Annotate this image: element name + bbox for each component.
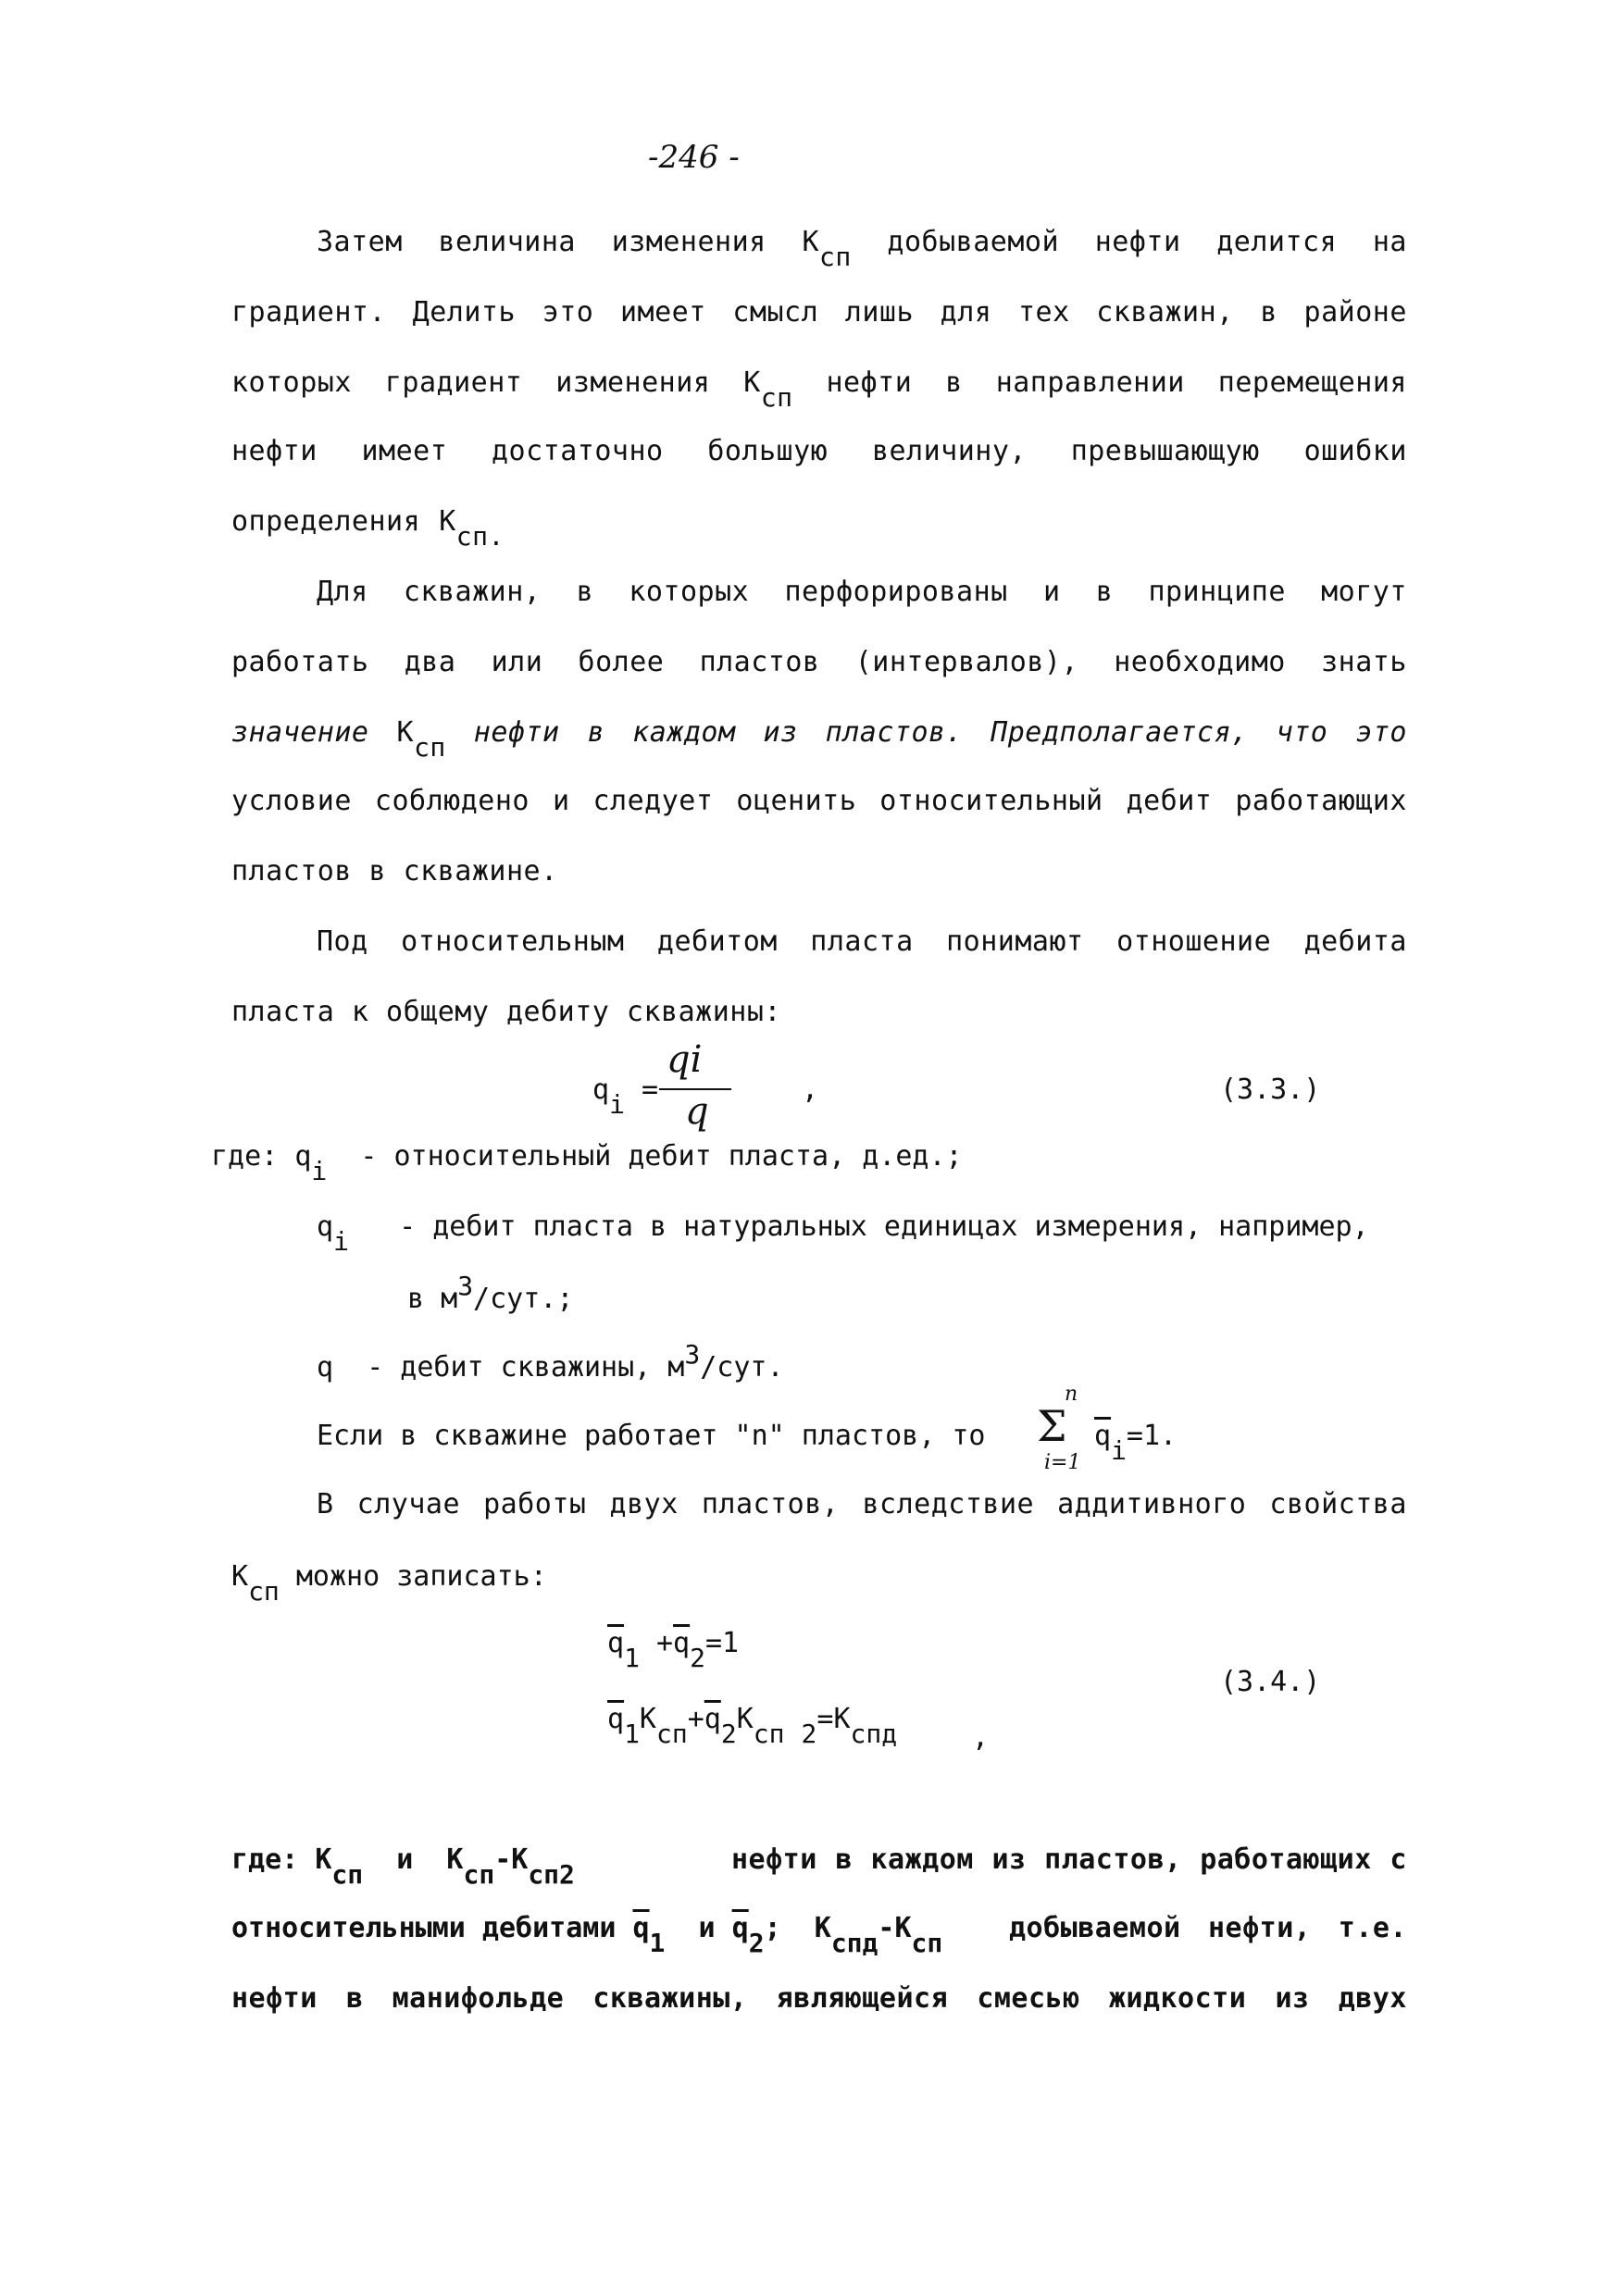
bottom-line-2-rest: [1009, 1910, 1407, 1947]
text-line: [231, 994, 1407, 1031]
word: пласта к общему дебиту скважины:: [231, 996, 781, 1028]
text-line: [231, 433, 1407, 470]
word: понимают: [946, 925, 1084, 958]
word: нефти: [826, 366, 913, 399]
text-line: [231, 644, 1407, 681]
word: которых: [231, 366, 352, 399]
word: относительный: [879, 785, 1103, 817]
eq33-numerator: qi: [667, 1038, 703, 1081]
word: являющейся: [776, 1982, 949, 2015]
word: дебитом: [656, 925, 778, 958]
word: следует: [592, 785, 714, 817]
word: районе: [1303, 296, 1407, 329]
word: принципе: [1148, 576, 1286, 608]
text-line: [231, 294, 1407, 331]
case-line-2: Ксп можно записать:: [231, 1560, 547, 1607]
word: превышающую: [1070, 435, 1260, 467]
word: смысл: [732, 296, 819, 329]
word: вследствие: [862, 1488, 1035, 1520]
word: Делить: [412, 296, 517, 329]
word: величину,: [871, 435, 1027, 467]
word: нефти: [1094, 226, 1181, 258]
word: дебита: [1303, 925, 1407, 958]
k-symbol: Ксп: [743, 366, 793, 413]
word: дебит: [1126, 785, 1213, 817]
word: Затем: [317, 226, 403, 258]
eq34-comma: ,: [972, 1721, 990, 1754]
word: каждом: [870, 1843, 974, 1876]
where-units-1: в м3/сут.;: [407, 1271, 574, 1315]
word: градиент: [384, 366, 523, 399]
word: из: [1275, 1982, 1310, 2015]
word: в: [1260, 296, 1277, 329]
page-number: -246 -: [648, 139, 740, 176]
k-symbol: Ксп: [802, 226, 852, 272]
word: манифольде: [392, 1982, 565, 2015]
word: нефти,: [1208, 1912, 1312, 1944]
word: скважин,: [1096, 296, 1234, 329]
eq33-lhs: qi =: [592, 1074, 659, 1120]
word: изменения: [611, 226, 766, 258]
text-line: [317, 574, 1407, 611]
word: добываемой: [887, 226, 1060, 258]
word: в: [345, 1982, 364, 2015]
text-line: [317, 924, 1407, 961]
word: изменения: [555, 366, 711, 399]
case-line-1: [317, 1486, 1407, 1523]
bottom-line-1: где: Ксп и Ксп-Ксп2: [231, 1843, 575, 1890]
word: ошибки: [1303, 435, 1407, 467]
word: это: [1355, 716, 1407, 749]
word: двух: [609, 1488, 679, 1520]
word: в: [945, 366, 963, 399]
word: или: [491, 646, 543, 678]
word: достаточно: [492, 435, 664, 467]
bottom-line-1-rest: [731, 1842, 1407, 1879]
word: Под: [317, 925, 368, 958]
word: пластов,: [701, 1488, 840, 1520]
word: в: [576, 576, 594, 608]
eq34-row1: $\overline{q}1 +\overline{q}2=1$: [607, 1627, 740, 1673]
word: пласта: [810, 925, 914, 958]
word: добываемой: [1009, 1912, 1181, 1944]
word: определения: [231, 505, 421, 538]
word: тех: [1017, 296, 1070, 329]
word: из: [991, 1843, 1027, 1876]
word: скважин,: [403, 576, 542, 608]
word: что: [1276, 716, 1328, 749]
word: соблюдено: [374, 785, 530, 817]
word: более: [578, 646, 665, 678]
sum-lower-limit: i=1: [1044, 1451, 1081, 1474]
eq33-denominator: q: [685, 1090, 709, 1133]
word: имеет: [361, 435, 448, 467]
word: работающих: [1235, 785, 1407, 817]
word: градиент.: [231, 296, 387, 329]
word: аддитивного: [1057, 1488, 1247, 1520]
word: значение: [231, 716, 369, 749]
word: каждом: [632, 716, 736, 749]
text-line: [231, 783, 1407, 820]
word: свойства: [1269, 1488, 1407, 1520]
word: пластов в скважине.: [231, 855, 558, 887]
sum-term: $\overline{q}i=1$.: [1094, 1420, 1178, 1466]
eq34-row2: $\overline{q}1Ксп+\overline{q}2Ксп$ 2=Кспд: [607, 1703, 898, 1749]
word: работы: [483, 1488, 587, 1520]
word: и: [552, 785, 570, 817]
word: нефти: [231, 435, 318, 467]
word: оценить: [736, 785, 857, 817]
word: имеет: [619, 296, 706, 329]
word: жидкости: [1108, 1982, 1247, 2015]
word: Предполагается,: [991, 716, 1249, 749]
word: лишь: [844, 296, 915, 329]
word: пластов.: [825, 716, 964, 749]
sum-sigma: Σ: [1037, 1401, 1067, 1451]
text-line: [231, 853, 1407, 890]
word: могут: [1321, 576, 1407, 608]
word: с: [1389, 1843, 1407, 1876]
k-symbol: Ксп.: [439, 505, 505, 552]
where-q-well: q - дебит скважины, м3/сут.: [317, 1339, 784, 1384]
where-q-natural: qi - дебит пласта в натуральных единицах измерения, например,: [317, 1210, 1369, 1257]
word: условие: [231, 785, 352, 817]
word: направлении: [995, 366, 1185, 399]
word: из: [763, 716, 798, 749]
bottom-line-2: относительными дебитами $\overline{q}1$ и $\overline{q}2$; Кспд-Ксп: [231, 1912, 943, 1958]
word: большую: [707, 435, 829, 467]
word: В: [317, 1488, 334, 1520]
word: два: [404, 646, 456, 678]
word: случае: [356, 1488, 461, 1520]
word: делится: [1216, 226, 1338, 258]
text-line: [231, 714, 1407, 763]
eq33-comma: ,: [802, 1074, 819, 1106]
word: нефти: [731, 1843, 817, 1876]
word: двух: [1338, 1982, 1407, 2015]
word: на: [1372, 226, 1407, 258]
word: т.е.: [1338, 1912, 1407, 1944]
word: для: [940, 296, 992, 329]
text-line: [231, 503, 1407, 552]
word: в: [835, 1843, 853, 1876]
word: это: [542, 296, 594, 329]
bottom-line-3: [231, 1980, 1407, 2017]
sum-upper-limit: n: [1065, 1383, 1078, 1406]
word: и: [1042, 576, 1061, 608]
text-line: [231, 365, 1407, 413]
word: перемещения: [1217, 366, 1407, 399]
word: перфорированы: [784, 576, 1008, 608]
word: отношение: [1116, 925, 1272, 958]
word: пластов: [699, 646, 820, 678]
word: нефти: [473, 716, 560, 749]
word: работающих: [1200, 1843, 1372, 1876]
word: величина: [438, 226, 576, 258]
word: которых: [629, 576, 750, 608]
word: работать: [231, 646, 369, 678]
sum-sentence: Если в скважине работает "n" пластов, то: [317, 1420, 986, 1452]
word: нефти: [231, 1982, 318, 2015]
k-symbol: Ксп: [396, 716, 446, 763]
eq33-label: (3.3.): [1220, 1074, 1321, 1106]
eq34-label: (3.4.): [1220, 1666, 1321, 1698]
where-q-relative: где: qi - относительный дебит пласта, д.ед.;: [211, 1140, 963, 1186]
word: Для: [317, 576, 368, 608]
word: в: [1095, 576, 1114, 608]
word: знать: [1321, 646, 1407, 678]
word: в: [587, 716, 605, 749]
word: необходимо: [1114, 646, 1286, 678]
word: (интервалов),: [854, 646, 1079, 678]
word: скважины,: [592, 1982, 748, 2015]
word: относительным: [401, 925, 625, 958]
word: смесью: [977, 1982, 1080, 2015]
text-line: [317, 224, 1407, 272]
word: пластов,: [1044, 1843, 1182, 1876]
